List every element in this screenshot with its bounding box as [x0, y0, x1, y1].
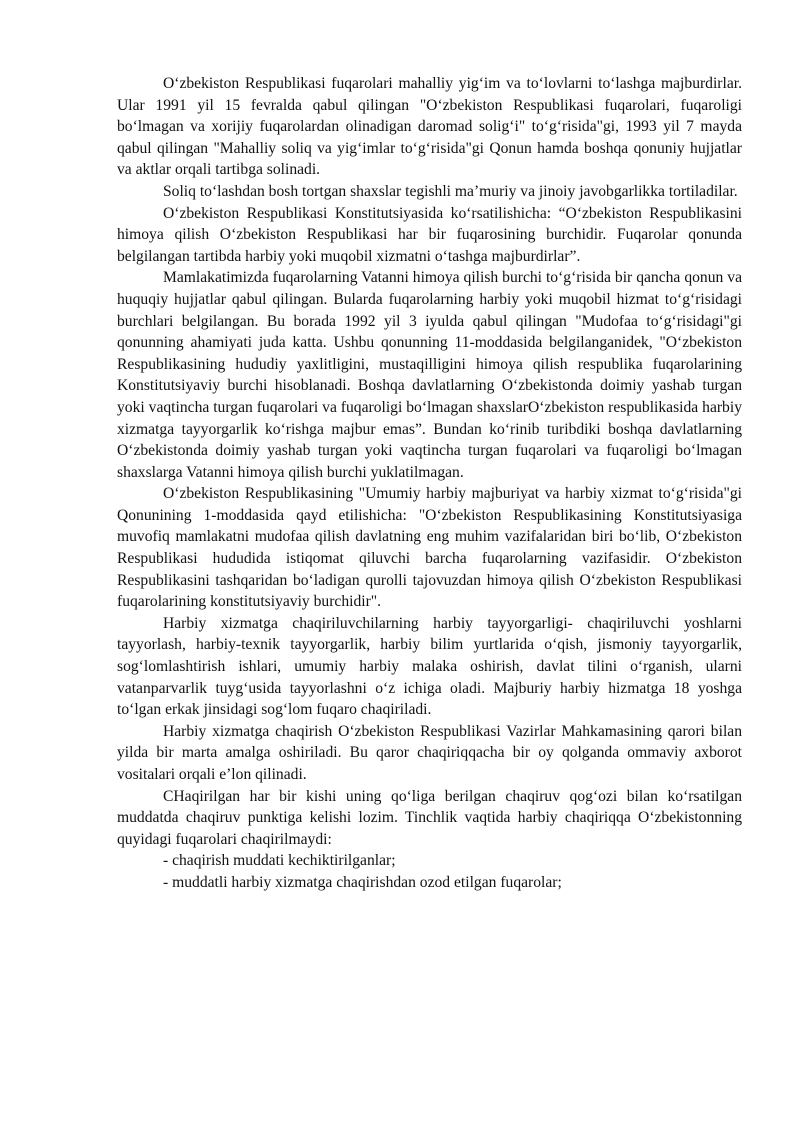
paragraph-constitution-defense: O‘zbekiston Respublikasi Konstitutsiyasida ko‘rsatilishicha: “O‘zbekiston Respublikasini himoya qilish O‘zbekiston Respublikasi har bir fuqarosining burchidir. Fuqarolar qonunda belgilangan tartibda harbiy yoki muqobil xizmatni o‘tashga majburdirlar”. — [117, 204, 742, 265]
list-item-exempted: - muddatli harbiy xizmatga chaqirishdan ozod etilgan fuqarolar; — [163, 873, 562, 891]
paragraph-local-taxes: O‘zbekiston Respublikasi fuqarolari mahalliy yig‘im va to‘lovlarni to‘lashga majburdirlar. Ular 1991 yil 15 fevralda qabul qilingan "O‘zbekiston Respublikasi fuqarolari, fuqaroligi bo‘lmagan va xorijiy fuqarolardan olinadigan daromad solig‘i" to‘g‘risida"gi, 1993 yil 7 mayda qabul qilingan "Mahalliy soliq va yig‘imlar to‘g‘risida"gi Qonun hamda boshqa qonuniy hujjatlar va aktlar orqali tartibga solinadi. — [117, 75, 742, 179]
paragraph-military-duty-law: O‘zbekiston Respublikasining "Umumiy harbiy majburiyat va harbiy xizmat to‘g‘risida"gi Qonunining 1-moddasida qayd etilishicha: "O‘zbekiston Respublikasining Konstitutsiyasiga muvofiq mamlakatni mudofaa qilish davlatning eng muhim vazifalaridan biri bo‘lib, O‘zbekiston Respublikasi hududida istiqomat qiluvchi barcha fuqarolarning vazifasidir. O‘zbekiston Respublikasini tashqaridan bo‘ladigan qurolli tajovuzdan himoya qilish O‘zbekiston Respublikasi fuqarolarining konstitutsiyaviy burchidir". — [117, 485, 742, 611]
document-page — [117, 73, 742, 894]
paragraph-conscript-training: Harbiy xizmatga chaqiriluvchilarning harbiy tayyorgarligi- chaqiriluvchi yoshlarni tayyorlash, harbiy-texnik tayyorgarlik, harbiy bilim yurtlarida o‘qish, jismoniy tayyorgarlik, sog‘lomlashtirish ishlari, umumiy harbiy malaka oshirish, davlat tilini o‘rganish, ularni vatanparvarlik tuyg‘usida tayyorlashni o‘z ichiga oladi. Majburiy harbiy hizmatga 18 yoshga to‘lgan erkak jinsidagi sog‘lom fuqaro chaqiriladi. — [117, 614, 742, 719]
list-item-deferred: - chaqirish muddati kechiktirilganlar; — [163, 852, 396, 870]
paragraph-conscription-exemptions: CHaqirilgan har bir kishi uning qo‘liga berilgan chaqiruv qog‘ozi bilan ko‘rsatilgan muddatda chaqiruv punktiga kelishi lozim. Tinchlik vaqtida harbiy chaqiriqqa O‘zbekistonning quyidagi fuqarolari chaqirilmaydi: — [117, 787, 742, 848]
paragraph-defense-law: Mamlakatimizda fuqarolarning Vatanni himoya qilish burchi to‘g‘risida bir qancha qonun va huquqiy hujjatlar qabul qilingan. Bularda fuqarolarning harbiy yoki muqobil hizmat to‘g‘risidagi burchlari belgilangan. Bu borada 1992 yil 3 iyulda qabul qilingan "Mudofaa to‘g‘risidagi"gi qonunning ahamiyati juda katta. Ushbu qonunning 11-moddasida belgilanganidek, "O‘zbekiston Respublikasining hududiy yaxlitligini, mustaqilligini himoya qilish respublika fuqarolarining Konstitutsiyaviy burchi hisoblanadi. Boshqa davlatlarning O‘zbekistonda doimiy yashab turgan yoki vaqtincha turgan fuqarolari va fuqaroligi bo‘lmagan shaxslarO‘zbekiston respublikasida harbiy xizmatga tayyorgarlik ko‘rishga majbur emas”. Bundan ko‘rinib turibdiki boshqa davlatlarning O‘zbekistonda doimiy yashab turgan yoki vaqtincha turgan fuqarolari va fuqaroligi bo‘lmagan shaxslarga Vatanni himoya qilish burchi yuklatilmagan. — [117, 269, 742, 481]
paragraph-tax-liability: Soliq to‘lashdan bosh tortgan shaxslar tegishli ma’muriy va jinoiy javobgarlikka tortiladilar. — [163, 182, 738, 200]
paragraph-conscription-order: Harbiy xizmatga chaqirish O‘zbekiston Respublikasi Vazirlar Mahkamasining qarori bilan yilda bir marta amalga oshiriladi. Bu qaror chaqiriqqacha bir oy qolganda ommaviy axborot vositalari orqali e’lon qilinadi. — [117, 722, 742, 783]
